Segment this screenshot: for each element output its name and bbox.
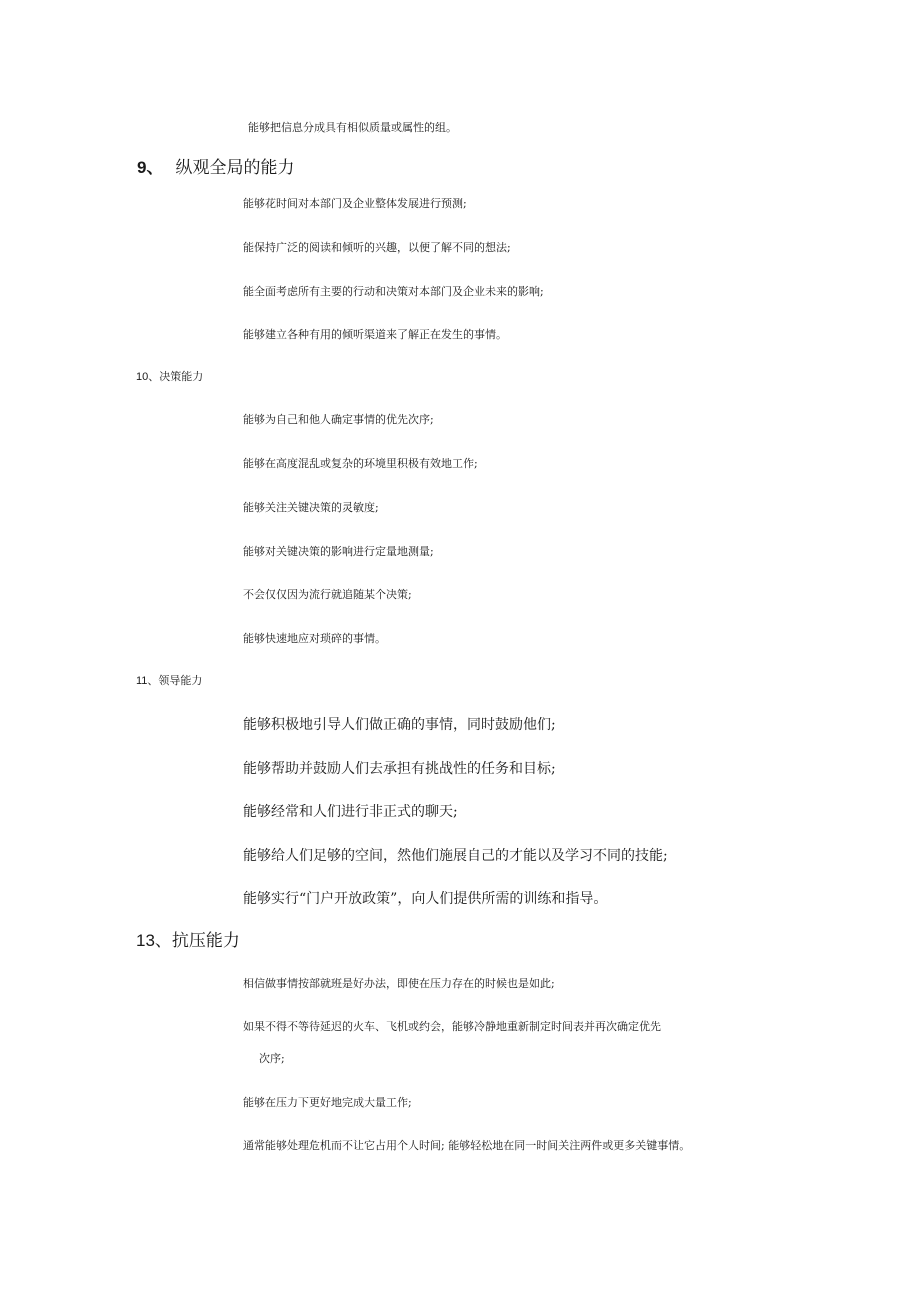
- list-item: 能够建立各种有用的倾听渠道来了解正在发生的事情。: [243, 328, 507, 341]
- intro-text: 能够把信息分成具有相似质量或属性的组。: [248, 121, 457, 134]
- section-heading-11: [136, 675, 202, 687]
- list-item: 能够快速地应对琐碎的事情。: [243, 632, 386, 645]
- section-number: 10、: [136, 371, 160, 383]
- list-item: 如果不得不等待延迟的火车、飞机或约会，能够冷静地重新制定时间表并再次确定优先: [243, 1020, 661, 1033]
- list-item: 能够实行“门户开放政策”，向人们提供所需的训练和指导。: [243, 891, 608, 907]
- list-item: 能全面考虑所有主要的行动和决策对本部门及企业未来的影响;: [243, 285, 544, 298]
- list-item: 能够关注关键决策的灵敏度;: [243, 501, 379, 514]
- section-title: 领导能力: [158, 674, 203, 687]
- list-item: 不会仅仅因为流行就追随某个决策;: [243, 588, 412, 601]
- list-item: 通常能够处理危机而不让它占用个人时间; 能够轻松地在同一时间关注两件或更多关键事情。: [243, 1139, 691, 1152]
- section-heading-10: [136, 371, 203, 383]
- section-number: 13、: [136, 931, 172, 950]
- list-item: 能够在压力下更好地完成大量工作;: [243, 1096, 412, 1109]
- section-title: 抗压能力: [171, 931, 240, 951]
- list-item: 能够帮助并鼓励人们去承担有挑战性的任务和目标;: [243, 761, 556, 777]
- list-item: 能够为自己和他人确定事情的优先次序;: [243, 413, 434, 426]
- list-item: 能够经常和人们进行非正式的聊天;: [243, 804, 458, 820]
- list-item: 能够对关键决策的影响进行定量地测量;: [243, 545, 434, 558]
- section-heading-13: [136, 932, 240, 950]
- section-title: 纵观全局的能力: [175, 158, 295, 178]
- list-item: 相信做事情按部就班是好办法，即使在压力存在的时候也是如此;: [243, 977, 555, 990]
- list-item: 能保持广泛的阅读和倾听的兴趣，以便了解不同的想法;: [243, 241, 511, 254]
- section-heading-9: [137, 159, 294, 177]
- section-number: 11、: [136, 675, 159, 687]
- list-item: 能够在高度混乱或复杂的环境里积极有效地工作;: [243, 457, 478, 470]
- list-item: 能够花时间对本部门及企业整体发展进行预测;: [243, 197, 467, 210]
- list-item-continuation: 次序;: [259, 1052, 285, 1065]
- list-item: 能够给人们足够的空间，然他们施展自己的才能以及学习不同的技能;: [243, 848, 668, 864]
- section-title: 决策能力: [159, 370, 204, 383]
- list-item: 能够积极地引导人们做正确的事情，同时鼓励他们;: [243, 717, 556, 733]
- section-number: 9、: [137, 158, 164, 177]
